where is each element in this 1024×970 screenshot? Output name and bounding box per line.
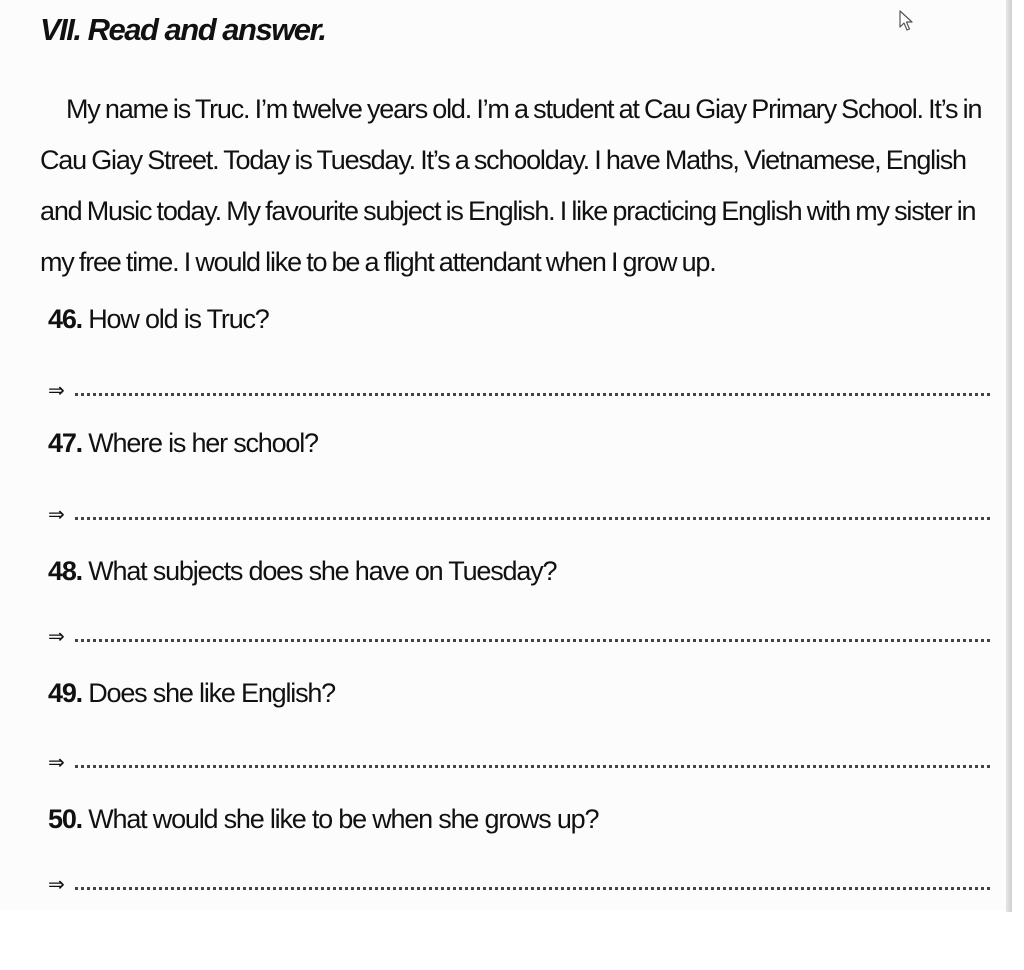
answer-line-49[interactable] bbox=[48, 744, 990, 774]
question-text: How old is Truc? bbox=[88, 304, 269, 334]
question-text: What subjects does she have on Tuesday? bbox=[88, 556, 557, 586]
dotted-answer-line[interactable] bbox=[75, 765, 990, 768]
page-edge-shadow bbox=[1006, 0, 1012, 912]
question-text: Where is her school? bbox=[88, 428, 318, 458]
answer-line-46[interactable] bbox=[48, 372, 990, 402]
answer-line-47[interactable] bbox=[48, 496, 990, 526]
answer-line-48[interactable] bbox=[48, 618, 990, 648]
question-number: 46. bbox=[48, 304, 82, 334]
reading-passage bbox=[40, 84, 1008, 288]
arrow-icon: ⇒ bbox=[48, 872, 65, 896]
dotted-answer-line[interactable] bbox=[75, 393, 990, 396]
question-number: 48. bbox=[48, 556, 82, 586]
mouse-pointer-icon bbox=[898, 10, 914, 32]
passage-line: Cau Giay Street. Today is Tuesday. It’s a schoolday. I have Maths, Vietnamese, English bbox=[40, 145, 966, 175]
arrow-icon: ⇒ bbox=[48, 624, 65, 648]
exercise-heading: VII. Read and answer. bbox=[40, 12, 326, 47]
question-text: What would she like to be when she grows up? bbox=[88, 804, 599, 834]
dotted-answer-line[interactable] bbox=[75, 517, 990, 520]
dotted-answer-line[interactable] bbox=[75, 887, 990, 890]
question-number: 49. bbox=[48, 678, 82, 708]
passage-line: My name is Truc. I’m twelve years old. I’m a student at Cau Giay Primary School. It’s in bbox=[66, 94, 982, 124]
answer-line-50[interactable] bbox=[48, 866, 990, 896]
question-text: Does she like English? bbox=[88, 678, 336, 708]
question-49 bbox=[48, 678, 335, 709]
arrow-icon: ⇒ bbox=[48, 378, 65, 402]
arrow-icon: ⇒ bbox=[48, 750, 65, 774]
passage-line: and Music today. My favourite subject is English. I like practicing English with my sister in bbox=[40, 196, 976, 226]
arrow-icon: ⇒ bbox=[48, 502, 65, 526]
dotted-answer-line[interactable] bbox=[75, 639, 990, 642]
question-number: 47. bbox=[48, 428, 82, 458]
question-50 bbox=[48, 804, 598, 835]
question-47 bbox=[48, 428, 318, 459]
question-48 bbox=[48, 556, 556, 587]
question-number: 50. bbox=[48, 804, 82, 834]
passage-line: my free time. I would like to be a flight attendant when I grow up. bbox=[40, 247, 716, 277]
question-46 bbox=[48, 304, 269, 335]
bottom-margin bbox=[0, 912, 1024, 970]
